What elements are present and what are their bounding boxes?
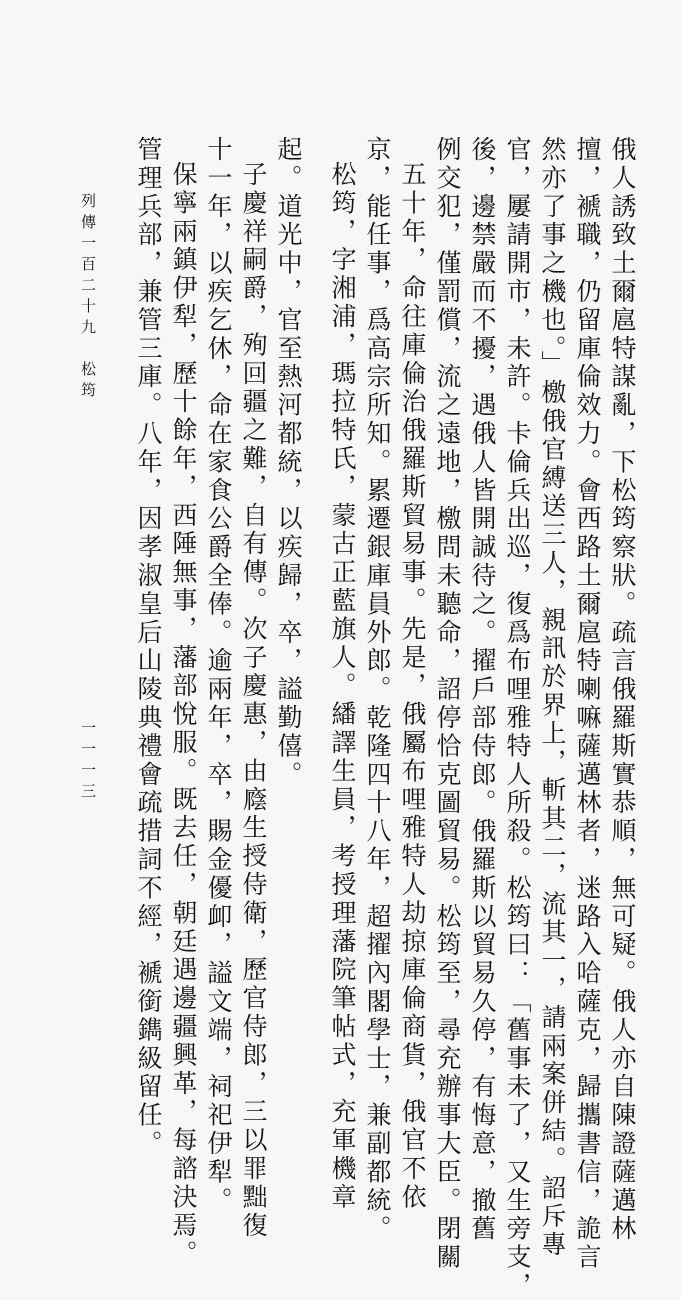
text-column-2: 保寧兩鎮伊犁，歷十餘年，西陲無事，藩部悅服。既去任，朝廷遇邊疆興革，每諮決焉。: [169, 161, 198, 1269]
text-column-13: 擅，褫職，仍留庫倫效力。會西路土爾扈特喇嘛薩邁林者，迷路入哈薩克，歸攜書信，詭言: [573, 136, 602, 1272]
text-column-14: 俄人誘致土爾扈特謀亂，下松筠察狀。疏言俄羅斯實恭順，無可疑。俄人亦自陳證薩邁林: [608, 136, 637, 1244]
text-column-6: 松筠，字湘浦，瑪拉特氏，蒙古正藍旗人。繙譯生員，考授理藩院筆帖式，充軍機章: [328, 161, 357, 1212]
text-column-9: 例交犯，僅罰償，流之遠地，檄問未聽命，詔停恰克圖貿易。松筠至，尋充辦事大臣。閉關: [433, 136, 462, 1272]
text-column-5: 起。道光中，官至熱河都統，以疾歸，卒，謚勤僖。: [274, 136, 303, 790]
text-column-4: 子慶祥嗣爵，殉回疆之難，自有傳。次子慶惠，由廕生授侍衛，歷官侍郎，三以罪黜復: [239, 161, 268, 1241]
text-column-8: 五十年，命往庫倫治俄羅斯貿易事。先是，俄屬布哩雅特人劫掠庫倫商貨，俄官不依: [398, 161, 427, 1212]
text-column-10: 後，邊禁嚴而不擾，遇俄人皆開誠待之。擢戶部侍郎。俄羅斯以貿易久停，有悔意，撤舊: [468, 136, 497, 1244]
text-column-7: 京，能任事，爲高宗所知。累遷銀庫員外郎。乾隆四十八年，超擢內閣學士，兼副都統。: [363, 136, 392, 1244]
running-header: 列傳一百二十九 松筠: [79, 193, 97, 403]
page-number: 一一一三: [79, 720, 97, 804]
text-column-11: 官，屢請開市，未許。卡倫兵出巡，復爲布哩雅特人所殺。松筠曰：「舊事未了，又生旁支，: [503, 136, 532, 1300]
text-column-12: 然亦了事之機也。」檄俄官縛送三人，親訊於界上，斬其二，流其一，請兩案併結。詔斥專: [538, 136, 567, 1260]
text-column-1: 管理兵部，兼管三庫。八年，因孝淑皇后山陵典禮會疏措詞不經，褫銜鐫級留任。: [134, 136, 163, 1159]
text-column-3: 十一年，以疾乞休，命在家食公爵全俸。逾兩年，卒，賜金優卹，謚文端，祠祀伊犁。: [204, 136, 233, 1216]
